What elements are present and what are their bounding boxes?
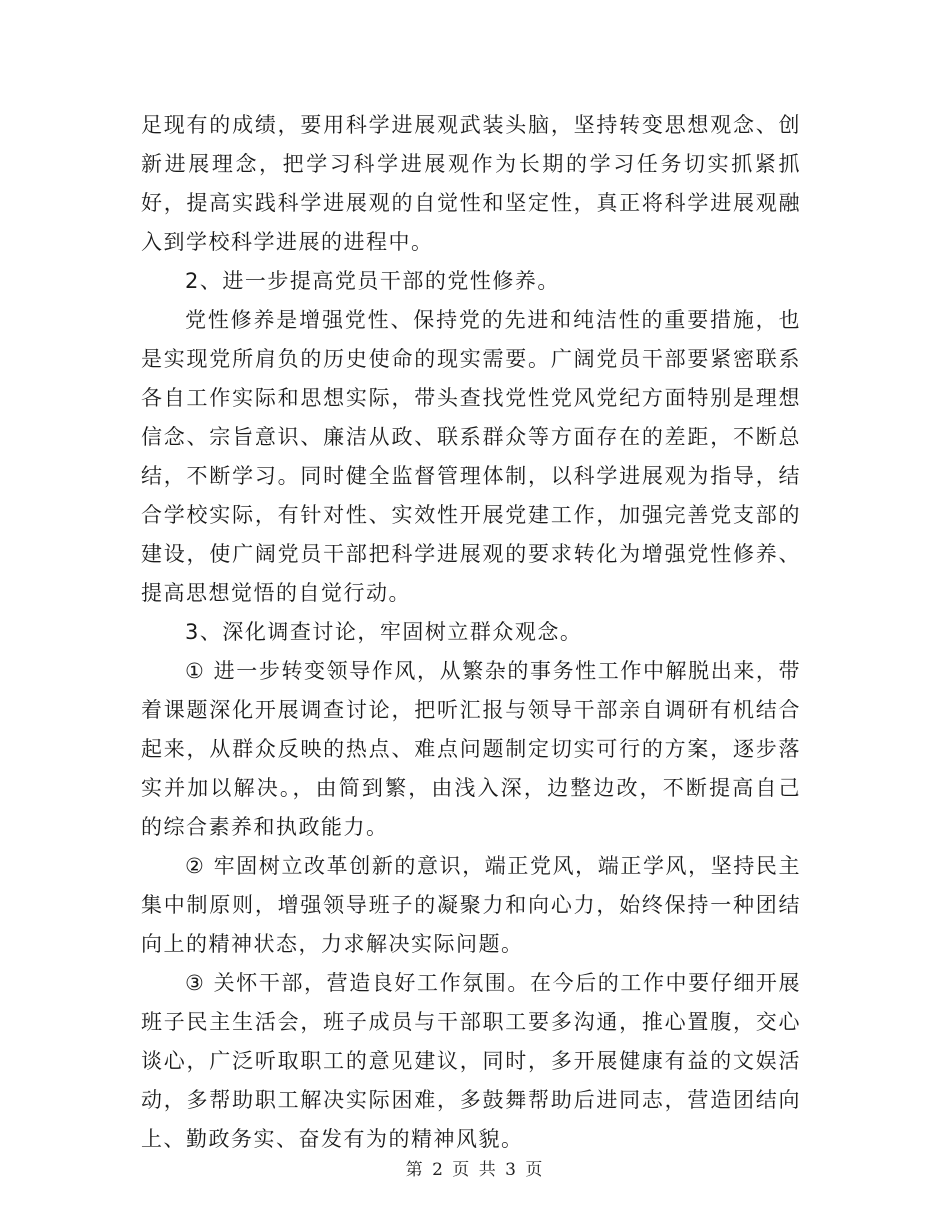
section-heading-3: 3、深化调查讨论，牢固树立群众观念。	[185, 620, 583, 644]
page-number-footer: 第 2 页 共 3 页	[405, 1160, 545, 1180]
list-item-1: ① 进一步转变领导作风，从繁杂的事务性工作中解脱出来，带着课题深化开展调查讨论，把听汇报与领导干部亲自调研有机结合起来，从群众反映的热点、难点问题制定切实可行的方案，逐步落实并加以解决。，由简到繁，由浅入深，边整边改，不断提高自己的综合素养和执政能力。	[141, 659, 801, 839]
section-heading-2: 2、进一步提高党员干部的党性修养。	[185, 269, 560, 293]
list-item-2: ② 牢固树立改革创新的意识，端正党风，端正学风，坚持民主集中制原则，增强领导班子的凝聚力和向心力，始终保持一种团结向上的精神状态，力求解决实际问题。	[141, 854, 801, 956]
paragraph-continuation: 足现有的成绩，要用科学进展观武装头脑，坚持转变思想观念、创新进展理念，把学习科学进展观作为长期的学习任务切实抓紧抓好，提高实践科学进展观的自觉性和坚定性，真正将科学进展观融入到学校科学进展的进程中。	[141, 113, 801, 254]
list-item-3: ③ 关怀干部，营造良好工作氛围。在今后的工作中要仔细开展班子民主生活会，班子成员与干部职工要多沟通，推心置腹，交心谈心，广泛听取职工的意见建议，同时，多开展健康有益的文娱活动，多帮助职工解决实际困难，多鼓舞帮助后进同志，营造团结向上、勤政务实、奋发有为的精神风貌。	[141, 971, 801, 1151]
document-body	[141, 106, 801, 1159]
paragraph-party-cultivation: 党性修养是增强党性、保持党的先进和纯洁性的重要措施，也是实现党所肩负的历史使命的现实需要。广阔党员干部要紧密联系各自工作实际和思想实际，带头查找党性党风党纪方面特别是理想信念、宗旨意识、廉洁从政、联系群众等方面存在的差距，不断总结，不断学习。同时健全监督管理体制，以科学进展观为指导，结合学校实际，有针对性、实效性开展党建工作，加强完善党支部的建设，使广阔党员干部把科学进展观的要求转化为增强党性修养、提高思想觉悟的自觉行动。	[141, 308, 801, 605]
